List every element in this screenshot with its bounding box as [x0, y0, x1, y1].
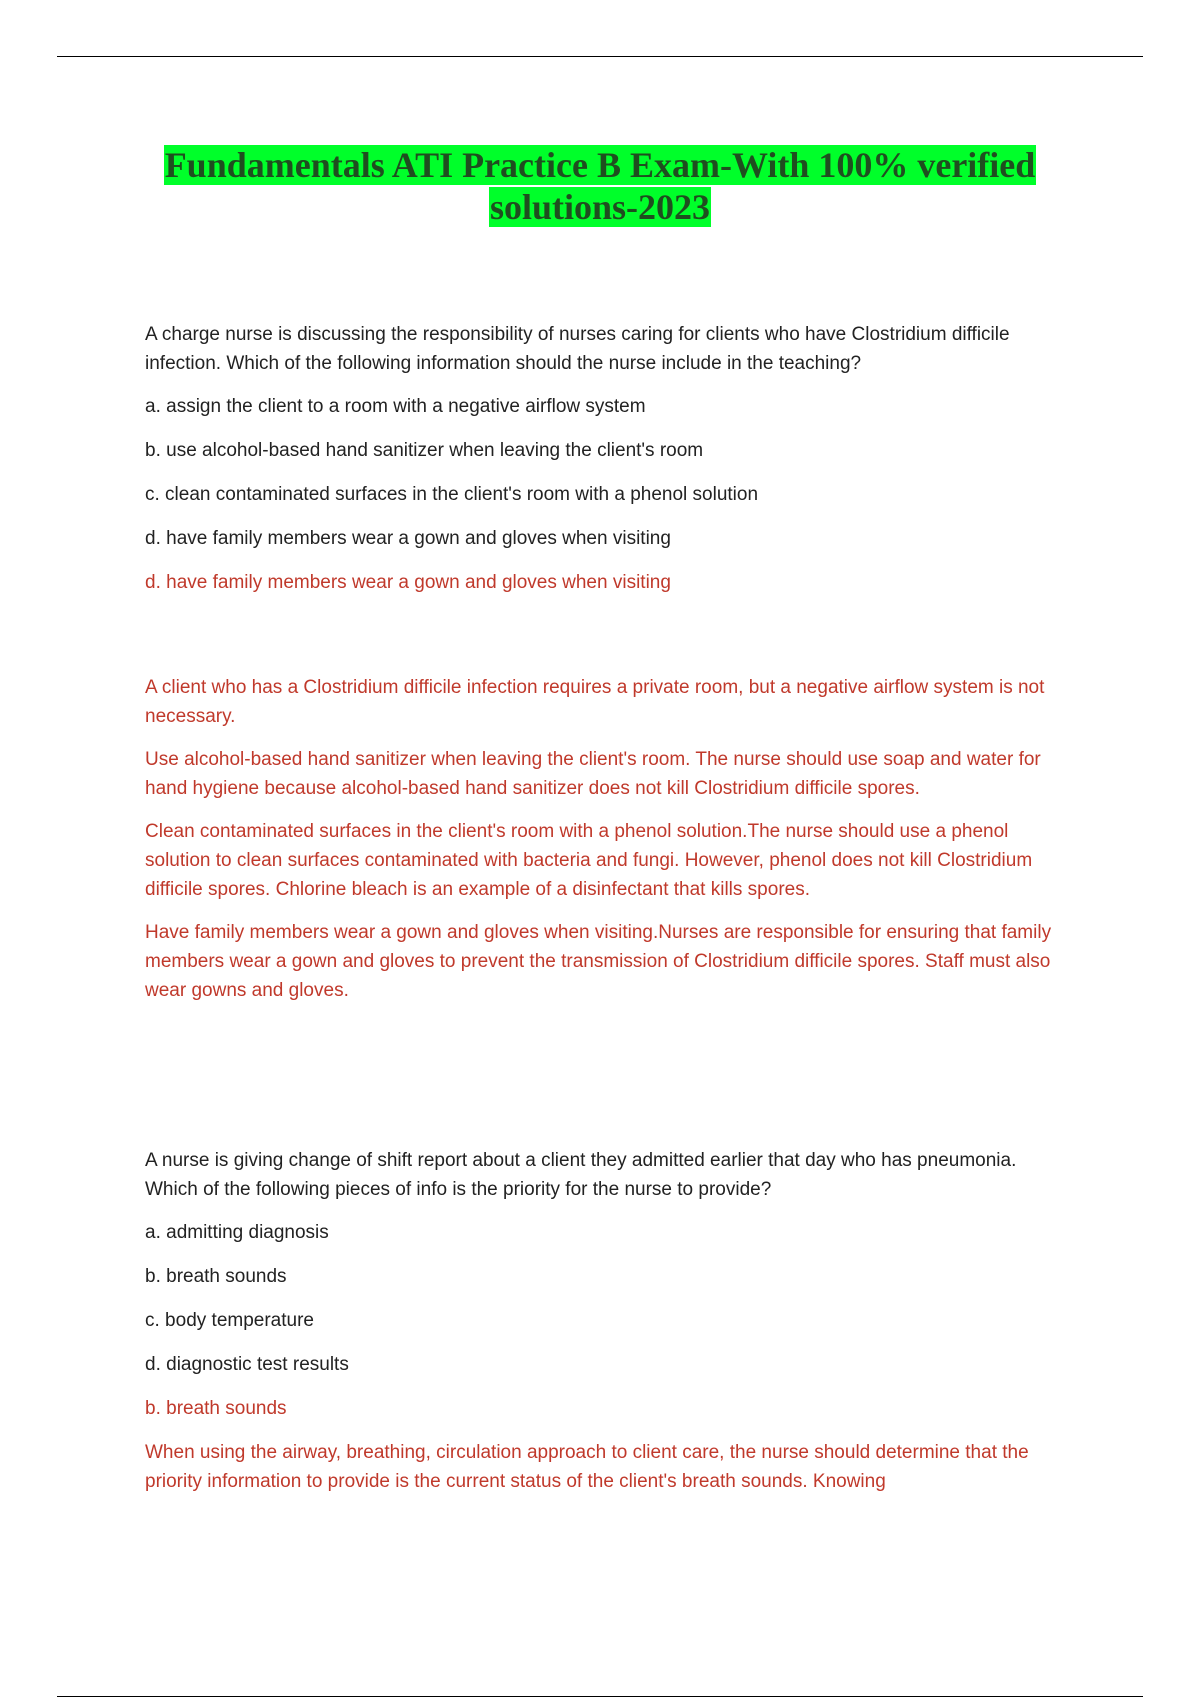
rationale: When using the airway, breathing, circulation approach to client care, the nurse should determine that the priority information to provide is the current status of the client's breath sounds. Knowing — [145, 1442, 1029, 1492]
document-title — [100, 144, 1100, 228]
option-b: b. breath sounds — [145, 1266, 287, 1287]
bottom-rule — [57, 1696, 1143, 1697]
question-1 — [145, 320, 1065, 1019]
option-d: d. diagnostic test results — [145, 1354, 349, 1375]
option-a: a. assign the client to a room with a negative airflow system — [145, 396, 646, 417]
question-stem: A charge nurse is discussing the responsibility of nurses caring for clients who have Clostridium difficile infection. Which of the following information should the nurse include in the teaching? — [145, 324, 1010, 374]
correct-answer: b. breath sounds — [145, 1398, 287, 1419]
rationale-b: Use alcohol-based hand sanitizer when leaving the client's room. The nurse should use soap and water for hand hygiene because alcohol-based hand sanitizer does not kill Clostridium difficile spores. — [145, 749, 1041, 799]
spacer — [145, 612, 1065, 673]
option-c: c. clean contaminated surfaces in the client's room with a phenol solution — [145, 484, 759, 505]
option-b: b. use alcohol-based hand sanitizer when leaving the client's room — [145, 440, 704, 461]
option-d: d. have family members wear a gown and gloves when visiting — [145, 528, 671, 549]
question-2 — [145, 1146, 1065, 1510]
title-line-2: solutions-2023 — [489, 187, 711, 227]
question-stem: A nurse is giving change of shift report about a client they admitted earlier that day who has pneumonia. Which of the following pieces of info is the priority for the nurse to provide? — [145, 1150, 1017, 1200]
top-rule — [57, 56, 1143, 57]
rationale-d: Have family members wear a gown and gloves when visiting.Nurses are responsible for ensuring that family members wear a gown and gloves to prevent the transmission of Clostridium difficile spores. Staff must also wear gowns and gloves. — [145, 922, 1052, 1001]
option-c: c. body temperature — [145, 1310, 314, 1331]
correct-answer: d. have family members wear a gown and gloves when visiting — [145, 572, 671, 593]
option-a: a. admitting diagnosis — [145, 1222, 329, 1243]
title-line-1: Fundamentals ATI Practice B Exam-With 100% verified — [164, 145, 1036, 185]
rationale-c: Clean contaminated surfaces in the client's room with a phenol solution.The nurse should use a phenol solution to clean surfaces contaminated with bacteria and fungi. However, phenol does not kill Clostridium difficile spores. Chlorine bleach is an example of a disinfectant that kills spores. — [145, 821, 1033, 900]
rationale-a: A client who has a Clostridium difficile infection requires a private room, but a negative airflow system is not necessary. — [145, 677, 1045, 727]
